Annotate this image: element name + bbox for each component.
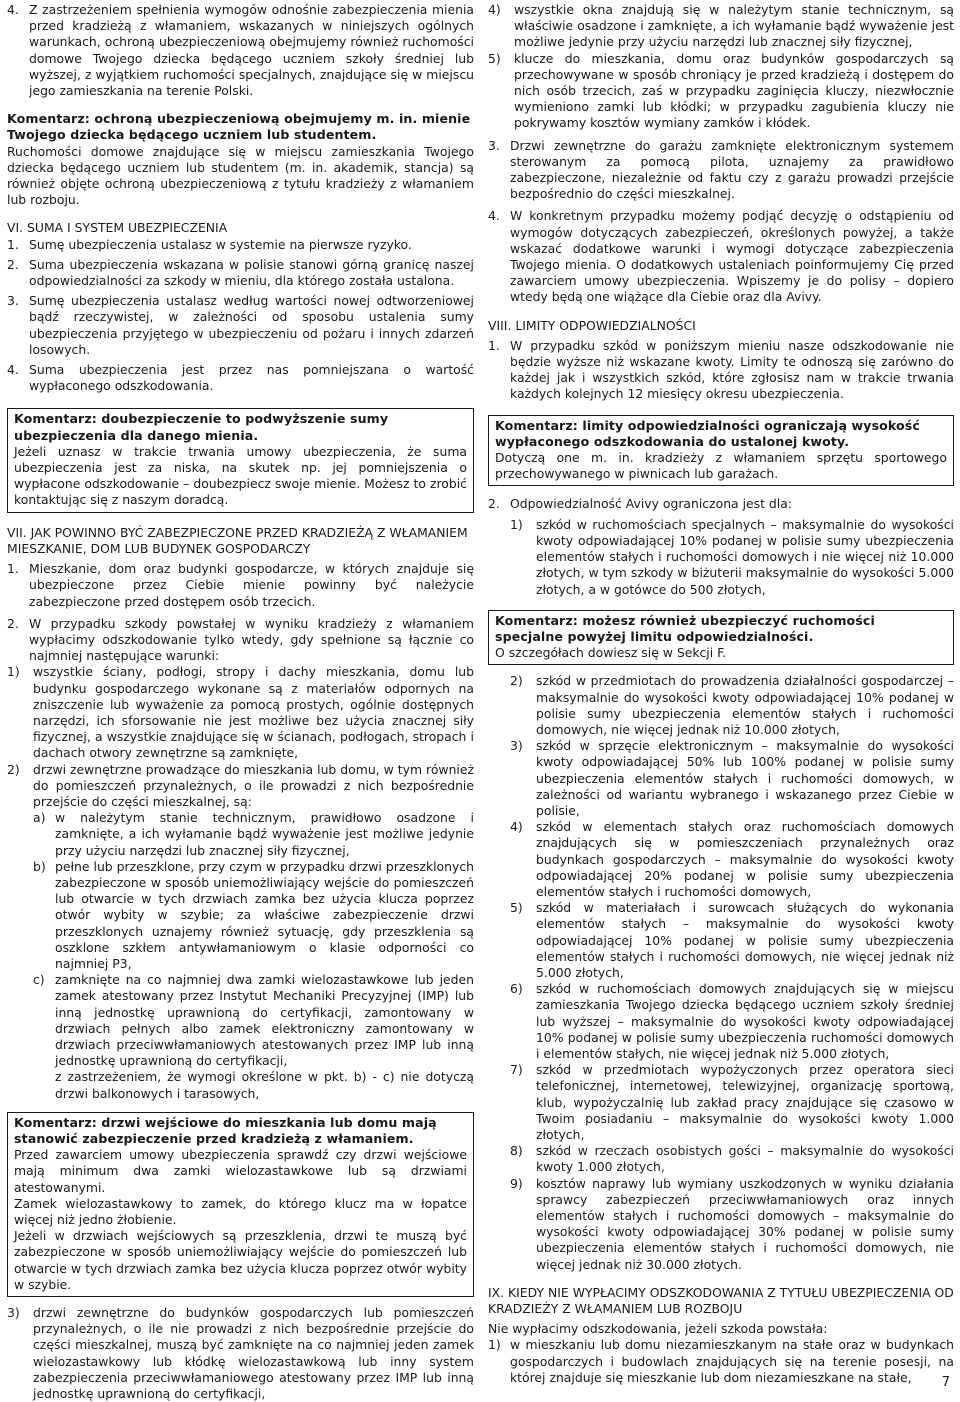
list-item: 2. Suma ubezpieczenia wskazana w polisie stanowi górną granicę naszej odpowiedzialności za szkody w mieniu, dla którego została ustalona. [7,256,474,289]
list-item: 3) szkód w sprzęcie elektronicznym – maksymalnie do wysokości kwoty odpowiadającej 50% lub 100% podanej w polisie sumy ubezpieczenia elementów stałych i ruchomości domowych, w zależności od wariantu wybranego i wskazanego przez Ciebie w polisie, [510,738,954,818]
list-item: 8) szkód w rzeczach osobistych gości – maksymalnie do wysokości kwoty 1.000 złotych, [510,1143,954,1175]
comment-title: Komentarz: możesz również ubezpieczyć ruchomości specjalne powyżej limitu odpowiedzialności. [495,612,875,644]
comment-text: Ruchomości domowe znajdujące się w miejscu zamieszkania Twojego dziecka będącego uczniem lub studentem (m. in. akademik, stancja) są również objęte ochroną ubezpieczeniową z tytułu kradzieży z włamaniem lub rozboju. [7,143,474,208]
comment-text: O szczegółach dowiesz się w Sekcji F. [495,645,727,661]
list-item: 2. Odpowiedzialność Avivy ograniczona jest dla: [488,496,792,512]
list-item: 9) kosztów naprawy lub wymiany uszkodzonych w wyniku działania sprawcy zabezpieczeń przeciwwłamaniowych oraz innych elementów stałych i ruchomości domowych – maksymalnie do wysokości kwoty odpowiadającej 30% podanej w polisie sumy ubezpieczenia elementów stałych i ruchomości domowych, nie więcej jednak niż 30.000 złotych. [510,1175,954,1272]
list-item: 1) w mieszkaniu lub domu niezamieszkanym na stałe oraz w budynkach gospodarczych i budowlach znajdujących się na terenie posesji, na której znajduje się mieszkanie lub dom niezamieszkane na stałe, [488,1337,954,1385]
list-item: 4. Suma ubezpieczenia jest przez nas pomniejszana o wartość wypłaconego odszkodowania. [7,362,474,394]
list-item: 4. Z zastrzeżeniem spełnienia wymogów odnośnie zabezpieczenia mienia przed kradzieżą z włamaniem, wskazanych w niniejszych ogólnych warunkach, ochroną ubezpieczeniową obejmujemy również ruchomości domowe Twojego dziecka będącego uczniem szkoły średniej lub wyższej, z wyjątkiem ruchomości specjalnych, znajdujące się w miejscu jego zamieszkania na terenie Polski. [7,2,474,99]
paragraph: Nie wypłacimy odszkodowania, jeżeli szkoda powstała: [488,1321,828,1337]
list-item: c) zamknięte na co najmniej dwa zamki wielozastawkowe lub jeden zamek atestowany przez Instytut Mechaniki Precyzyjnej (IMP) lub inną jednostkę uprawnioną do certyfikacji, zamontowany w drzwiach pełnych albo zamek elektroniczny zamontowany w drzwiach przeciwwłamaniowych atestowanych przez IMP lub inną jednostkę uprawnioną do certyfikacji, [33,972,474,1069]
comment-box [7,111,474,208]
right-column [488,2,954,1386]
list-item: 4) szkód w elementach stałych oraz ruchomościach domowych znajdujących się w pomieszczeniach przynależnych oraz budynkach gospodarczych – maksymalnie do wysokości kwoty odpowiadającej 20% podanej w polisie sumy ubezpieczenia elementów stałych i ruchomości domowych, [510,819,954,899]
list-note: z zastrzeżeniem, że wymogi określone w pkt. b) - c) nie dotyczą drzwi balkonowych i tarasowych, [55,1069,474,1101]
list-item: 1. Mieszkanie, dom oraz budynki gospodarcze, w których znajduje się ubezpieczone przez Ciebie mienie powinny być należycie zabezpieczone przed dostępem osób trzecich. [7,561,474,609]
comment-text: Przed zawarciem umowy ubezpieczenia sprawdź czy drzwi wejściowe mają minimum dwa zamki wielozastawkowe lub są drzwiami atestowanymi. [14,1147,467,1195]
comment-text: Jeżeli w drzwiach wejściowych są przeszklenia, drzwi te muszą być zabezpieczone w sposób uniemożliwiający wejście do pomieszczeń lub otwarcie w tych drzwiach zamka bez użycia klucza poprzez otwór wybity w szybie. [14,1228,467,1292]
list-item: 7) szkód w przedmiotach wypożyczonych przez operatora sieci telefonicznej, internetowej, telewizyjnej, organizację sportową, klub, wypożyczalnię lub zakład pracy znajdujące się czasowo w Twoim posiadaniu – maksymalnie do wysokości kwoty 1.000 złotych, [510,1062,954,1142]
comment-box [7,408,474,512]
comment-box [7,1112,474,1297]
section-heading: VII. JAK POWINNO BYĆ ZABEZPIECZONE PRZED KRADZIEŻĄ Z WŁAMANIEM MIESZKANIE, DOM LUB BUDYNEK GOSPODARCZY [7,524,468,556]
page-number: 7 [941,1374,950,1390]
left-column [7,2,474,1402]
comment-title: Komentarz: limity odpowiedzialności ograniczają wysokość wypłaconego odszkodowania do ustalonej kwoty. [495,417,920,449]
list-item: 1. Sumę ubezpieczenia ustalasz w systemie na pierwsze ryzyko. [7,236,412,252]
list-item: 6) szkód w ruchomościach domowych znajdujących się w miejscu zamieszkania Twojego dziecka będącego uczniem szkoły średniej lub wyższej – maksymalnie do wysokości kwoty odpowiadającej 10% podanej w polisie sumy ubezpieczenia ruchomości domowych i elementów stałych, nie więcej jednak niż 5.000 złotych, [510,981,954,1061]
list-item: 4) wszystkie okna znajdują się w należytym stanie technicznym, są właściwie osadzone i zamknięte, a ich wyłamanie bądź wyważenie jest możliwe jedynie przy użyciu narzędzi lub znacznej siły fizycznej, [488,2,954,50]
list-item: 3. Drzwi zewnętrzne do garażu zamknięte elektronicznym systemem sterowanym za pomocą pilota, uznajemy za prawidłowo zabezpieczone, niezależnie od faktu czy z garażu prowadzi przejście bezpośrednio do części mieszkalnej. [488,137,954,202]
section-heading: VI. SUMA I SYSTEM UBEZPIECZENIA [7,220,228,236]
comment-box [488,610,954,666]
comment-box [488,415,954,487]
list-item: 2) drzwi zewnętrzne prowadzące do mieszkania lub domu, w tym również do pomieszczeń przynależnych, o ile prowadzi z nich bezpośrednie przejście do części mieszkalnej, są: [7,761,474,809]
list-item: b) pełne lub przeszklone, przy czym w przypadku drzwi przeszklonych zabezpieczone w sposób uniemożliwiający wejście do pomieszczeń lub otwarcie w tych drzwiach zamka bez użycia klucza poprzez otwór wybity w szybie; za właściwe zabezpieczenie drzwi przeszklonych uznajemy również sytuację, gdy przeszklenia są oszklone szkłem antywłamaniowym o klasie odporności co najmniej P3, [33,858,474,971]
list-item: 3) drzwi zewnętrzne do budynków gospodarczych lub pomieszczeń przynależnych, o ile nie prowadzi z nich bezpośrednie przejście do części mieszkalnej, muszą być zamknięte na co najmniej jeden zamek wielozastawkowy lub kłódkę wielozastawkową lub inny system zabezpieczenia przeciwwłamaniowego atestowany przez IMP lub inną jednostkę uprawnioną do certyfikacji, [7,1305,474,1402]
list-item: 2) szkód w przedmiotach do prowadzenia działalności gospodarczej – maksymalnie do wysokości kwoty odpowiadającej 10% podanej w polisie sumy ubezpieczenia elementów stałych i ruchomości domowych, nie więcej jednak niż 10.000 złotych, [510,673,954,737]
comment-title: Komentarz: drzwi wejściowe do mieszkania lub domu mają stanowić zabezpieczenie przed kradzieżą z włamaniem. [14,1114,437,1146]
list-item: 1) szkód w ruchomościach specjalnych – maksymalnie do wysokości kwoty odpowiadającej 10% podanej w polisie sumy ubezpieczenia elementów stałych i ruchomości domowych i nie więcej niż 10.000 złotych, w tym szkody w biżuterii maksymalnie do wysokości 5.000 złotych, a w gotówce do 500 złotych, [510,516,954,597]
comment-text: Jeżeli uznasz w trakcie trwania umowy ubezpieczenia, że suma ubezpieczenia jest za niska, na skutek np. jej pomniejszenia o wypłacone odszkodowanie – doubezpiecz swoje mienie. Możesz to zrobić kontaktując się z naszym doradcą. [14,443,467,508]
list-item: 5) szkód w materiałach i surowcach służących do wykonania elementów stałych – maksymalnie do wysokości kwoty odpowiadającej 10% podanej w polisie sumy ubezpieczenia elementów stałych i ruchomości domowych, nie więcej jednak niż 5.000 złotych, [510,900,954,980]
list-item: 2. W przypadku szkody powstałej w wyniku kradzieży z włamaniem wypłacimy odszkodowanie tylko wtedy, gdy spełnione są łącznie co najmniej następujące warunki: [7,615,474,664]
comment-title: Komentarz: ochroną ubezpieczeniową obejmujemy m. in. mienie Twojego dziecka będącego uczniem lub studentem. [7,111,471,143]
comment-text: Dotyczą one m. in. kradzieży z włamaniem sprzętu sportowego przechowywanego w piwnicach lub garażach. [495,450,947,482]
section-heading: IX. KIEDY NIE WYPŁACIMY ODSZKODOWANIA Z TYTUŁU UBEZPIECZENIA OD KRADZIEŻY Z WŁAMANIEM LUB ROZBOJU [488,1284,954,1317]
list-item: 1. W przypadku szkód w poniższym mieniu nasze odszkodowanie nie będzie wyższe niż wskazane kwoty. Limity te odnoszą się zarówno do każdej jak i wszystkich szkód, które zgłosisz nam w trakcie trwania każdych kolejnych 12 miesięcy okresu ubezpieczenia. [488,337,954,402]
comment-title: Komentarz: doubezpieczenie to podwyższenie sumy ubezpieczenia dla danego mienia. [14,411,389,443]
list-item: 4. W konkretnym przypadku możemy podjąć decyzję o odstąpieniu od wymogów dotyczących zabezpieczeń, określonych powyżej, a także wskazać dodatkowe warunki i wymogi dotyczące zabezpieczenia Twojego mienia. O dodatkowych ustaleniach poinformujemy Cię przed zawarciem umowy ubezpieczenia. Wpiszemy je do polisy – dopiero wtedy będą one wiążące dla Ciebie oraz dla Avivy. [488,208,954,305]
section-heading: VIII. LIMITY ODPOWIEDZIALNOŚCI [488,317,696,333]
list-item: a) w należytym stanie technicznym, prawidłowo osadzone i zamknięte, a ich wyłamanie bądź wyważenie jest możliwe jedynie przy użyciu narzędzi lub znacznej siły fizycznej, [33,810,474,858]
list-item: 1) wszystkie ściany, podłogi, stropy i dachy mieszkania, domu lub budynku gospodarczego wykonane są z materiałów odpornych na zniszczenie lub wyważenie za pomocą prostych, ogólnie dostępnych narzędzi, ich sforsowanie nie jest możliwe bez użycia znacznej siły fizycznej, a wszystkie znajdujące się w ścianach, podłogach, stropach i dachach otwory zewnętrzne są zamknięte, [7,664,474,761]
list-item: 3. Sumę ubezpieczenia ustalasz według wartości nowej odtworzeniowej bądź rzeczywistej, w zależności od sposobu ustalenia sumy ubezpieczenia przyjętego w ubezpieczeniu od pożaru i innych zdarzeń losowych. [7,293,474,357]
comment-text: Zamek wielozastawkowy to zamek, do którego klucz ma w łopatce więcej niż jedno żłobienie. [14,1195,467,1228]
list-item: 5) klucze do mieszkania, domu oraz budynków gospodarczych są przechowywane w sposób chroniący je przed kradzieżą i dostępem do nich osób trzecich, zaś w przypadku zaginięcia kluczy, niezwłocznie wymieniono zamki lub kłódki; w przypadku zagubienia kluczy nie pokrywamy kosztów wymiany zamków i kłódek. [488,50,954,131]
